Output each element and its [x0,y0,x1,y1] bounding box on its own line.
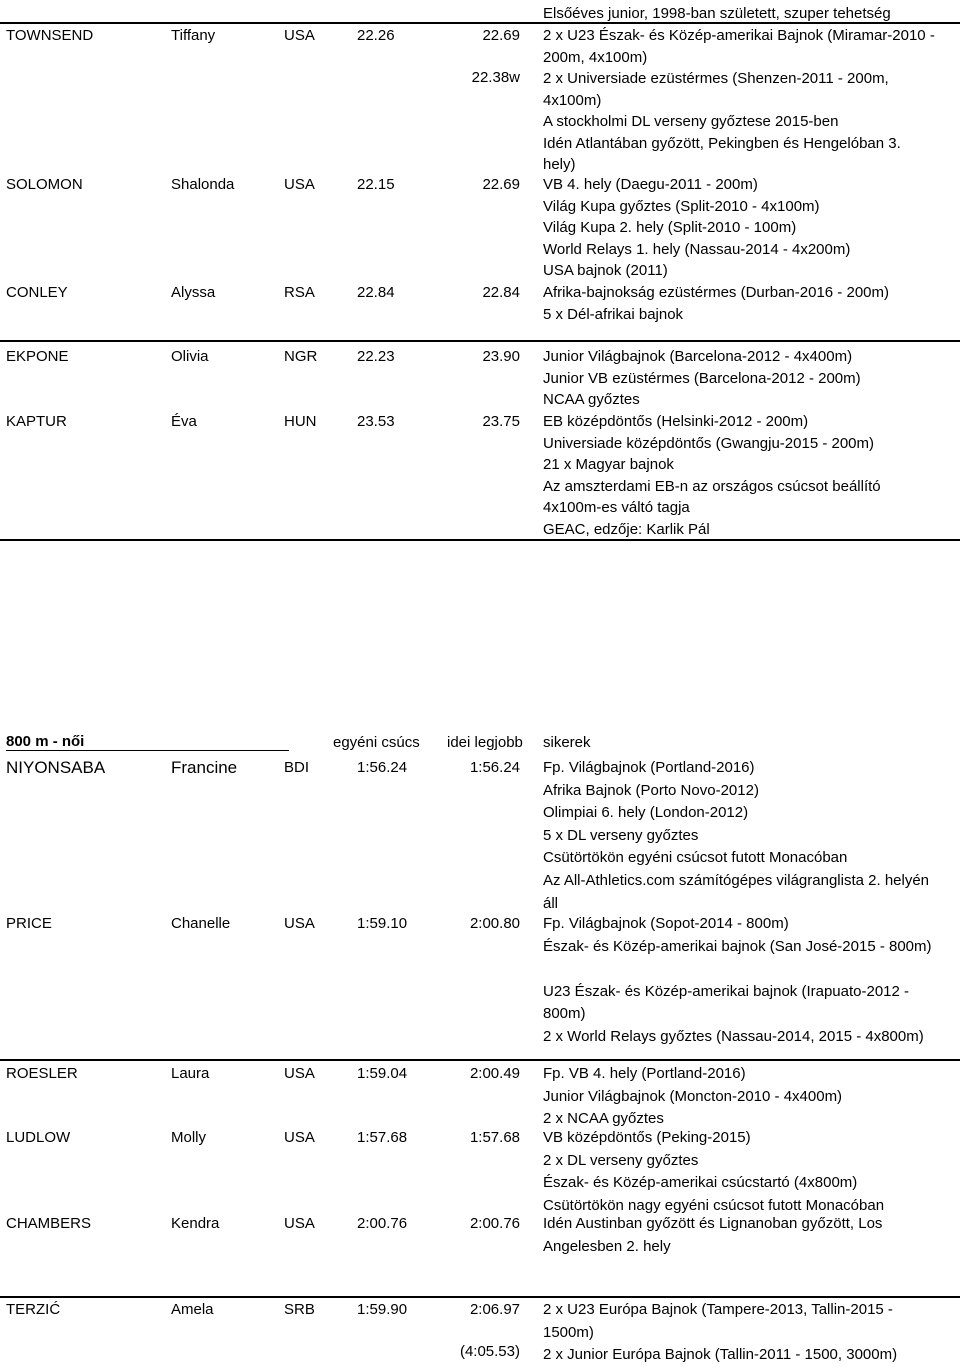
personal-best: 22.23 [357,348,395,365]
achievement-line: Olimpiai 6. hely (London-2012) [543,804,749,822]
athlete-nation: USA [284,1129,315,1146]
achievement-line: Észak- és Közép-amerikai bajnok (San José-2015 - 800m) [543,937,932,955]
personal-best: 1:59.04 [357,1065,408,1082]
achievement-line: 2 x NCAA győztes [543,1110,664,1128]
athlete-first-name: Molly [171,1129,207,1146]
athlete-first-name: Shalonda [171,176,235,193]
athlete-row-price [0,911,960,1059]
achievement-line: 2 x Universiade ezüstérmes (Shenzen-2011 - 200m, [543,70,889,87]
athlete-first-name: Kendra [171,1215,220,1232]
achievement-line: áll [543,894,559,912]
header-personal-best: egyéni csúcs [333,734,420,751]
athlete-nation: USA [284,1215,315,1232]
achievement-line: 2 x World Relays győztes (Nassau-2014, 2015 - 4x800m) [543,1027,924,1045]
achievement-line: 2 x U23 Észak- és Közép-amerikai Bajnok (Miramar-2010 - [543,27,935,44]
achievement-line: Junior Világbajnok (Moncton-2010 - 4x400m) [543,1087,843,1105]
achievements [543,283,955,326]
athlete-row-conley [0,281,960,341]
achievement-line: Afrika Bajnok (Porto Novo-2012) [543,781,759,799]
season-best: 2:00.49 [469,1065,520,1082]
achievement-line: GEAC, edzője: Karlik Pál [543,520,710,538]
achievements [543,1213,955,1258]
achievement-line: U23 Észak- és Közép-amerikai bajnok (Irapuato-2012 - [543,982,910,1000]
achievements [543,175,955,283]
athlete-last-name: KAPTUR [6,413,67,430]
achievement-line: Angelesben 2. hely [543,1237,671,1255]
header-achievements: sikerek [543,734,591,751]
athlete-last-name: EKPONE [6,348,69,365]
athlete-first-name: Tiffany [171,27,216,44]
achievement-line: Junior Világbajnok (Barcelona-2012 - 4x400m) [543,348,853,365]
athlete-first-name: Chanelle [171,915,231,932]
achievement-line: Csütörtökön egyéni csúcsot futott Monacóban [543,849,848,867]
achievement-line: Idén Atlantában győzött, Pekingben és Hengelóban 3. [543,134,901,152]
achievements [543,757,955,915]
achievements [543,1127,955,1217]
athlete-row-roesler [0,1059,960,1127]
achievement-line: 2 x Junior Európa Bajnok (Tallin-2011 - 1500, 3000m) [543,1346,898,1364]
season-best: 1:56.24 [469,759,520,776]
achievements [543,1299,955,1367]
athlete-row-niyonsaba [0,755,960,911]
achievement-line: 2 x DL verseny győztes [543,1151,699,1169]
achievement-line: USA bajnok (2011) [543,262,668,279]
achievement-line: 5 x Dél-afrikai bajnok [543,305,684,323]
personal-best: 22.15 [357,176,395,193]
section-title-800m: 800 m - női [6,733,289,751]
achievement-line: Junior VB ezüstérmes (Barcelona-2012 - 200m) [543,369,861,387]
achievement-line: EB középdöntős (Helsinki-2012 - 200m) [543,413,809,430]
achievement-line: Idén Austinban győzött és Lignanoban győzött, Los [543,1215,883,1232]
season-best: 23.90 [482,348,520,365]
achievements [543,347,955,412]
achievement-line: VB középdöntős (Peking-2015) [543,1129,751,1146]
achievement-line: Az amszterdami EB-n az országos csúcsot beállító [543,477,881,495]
achievement-line: Afrika-bajnokság ezüstérmes (Durban-2016 - 200m) [543,284,889,301]
athlete-last-name: ROESLER [6,1065,78,1082]
achievement-line: Csütörtökön nagy egyéni csúcsot futott Monacóban [543,1196,885,1214]
athlete-last-name: TERZIĆ [6,1301,61,1318]
achievement-line: 4x100m-es váltó tagja [543,499,690,516]
season-best: 2:00.76 [469,1215,520,1232]
achievement-line: hely) [543,156,576,173]
athlete-row-ekpone [0,340,960,412]
achievements [543,412,955,541]
athlete-nation: HUN [284,413,317,430]
achievement-line: Észak- és Közép-amerikai csúcstartó (4x800m) [543,1174,858,1192]
achievement-line: A stockholmi DL verseny győztese 2015-ben [543,113,839,130]
athlete-first-name: Alyssa [171,284,216,301]
season-best: 22.84 [482,284,520,301]
achievement-line: Világ Kupa győztes (Split-2010 - 4x100m) [543,197,820,215]
athlete-nation: USA [284,915,315,932]
athlete-first-name: Francine [171,758,238,777]
athlete-nation: USA [284,176,315,193]
season-best: 23.75 [482,413,520,430]
achievement-line: VB 4. hely (Daegu-2011 - 200m) [543,176,758,193]
athlete-row-intro [0,0,960,22]
personal-best: 1:59.90 [357,1301,408,1318]
achievement-line: 200m, 4x100m) [543,48,648,66]
achievement-line: Az All-Athletics.com számítógépes világranglista 2. helyén [543,871,930,889]
season-best: 22.69 [482,176,520,193]
personal-best: 23.53 [357,413,395,430]
athlete-last-name: CHAMBERS [6,1215,92,1232]
athlete-nation: RSA [284,284,315,301]
athlete-row-solomon [0,173,960,280]
season-best-wind: 22.38w [471,69,520,86]
athlete-last-name: PRICE [6,915,52,932]
personal-best: 22.84 [357,284,395,301]
season-best: 2:00.80 [469,915,520,932]
achievement-line: Fp. Világbajnok (Sopot-2014 - 800m) [543,915,789,932]
achievements [543,26,955,177]
achievement-line: World Relays 1. hely (Nassau-2014 - 4x200m) [543,240,851,258]
achievements [543,1063,955,1131]
season-best-1500m: (4:05.53) [459,1343,520,1360]
athlete-row-townsend [0,22,960,174]
personal-best: 1:57.68 [357,1129,408,1146]
athlete-last-name: LUDLOW [6,1129,71,1146]
athlete-first-name: Éva [171,413,197,430]
personal-best: 1:59.10 [357,915,408,932]
header-season-best: idei legjobb [447,734,523,751]
achievement-line: NCAA győztes [543,391,640,408]
athlete-row-chambers [0,1212,960,1296]
athlete-row-kaptur [0,410,960,541]
athlete-row-terzic [0,1296,960,1366]
athlete-last-name: NIYONSABA [6,758,106,777]
athlete-first-name: Olivia [171,348,209,365]
achievement-line: 1500m) [543,1323,594,1341]
athlete-row-ludlow [0,1125,960,1212]
personal-best: 1:56.24 [357,759,408,776]
achievement-line: Universiade középdöntős (Gwangju-2015 - 200m) [543,434,875,452]
athlete-nation: NGR [284,348,318,365]
athlete-nation: USA [284,27,315,44]
season-best: 1:57.68 [469,1129,520,1146]
athlete-first-name: Amela [171,1301,214,1318]
achievement-line: 5 x DL verseny győztes [543,826,699,844]
personal-best: 22.26 [357,27,395,44]
season-best: 22.69 [482,27,520,44]
personal-best: 2:00.76 [357,1215,408,1232]
athlete-nation: BDI [284,759,310,776]
achievement-line: Elsőéves junior, 1998-ban született, szuper tehetség [543,5,891,22]
athlete-nation: SRB [284,1301,315,1318]
achievement-line: 800m) [543,1005,586,1023]
achievement-line: 21 x Magyar bajnok [543,456,674,473]
achievement-line: 2 x U23 Európa Bajnok (Tampere-2013, Tallin-2015 - [543,1301,893,1318]
athlete-nation: USA [284,1065,315,1082]
season-best: 2:06.97 [469,1301,520,1318]
athlete-first-name: Laura [171,1065,210,1082]
achievement-line: Fp. Világbajnok (Portland-2016) [543,759,755,776]
athlete-last-name: SOLOMON [6,176,83,193]
achievements [543,913,955,1048]
achievement-line: Fp. VB 4. hely (Portland-2016) [543,1065,746,1082]
athlete-last-name: TOWNSEND [6,27,94,44]
achievement-line: Világ Kupa 2. hely (Split-2010 - 100m) [543,219,797,236]
achievement-line: 4x100m) [543,91,602,109]
athlete-last-name: CONLEY [6,284,68,301]
